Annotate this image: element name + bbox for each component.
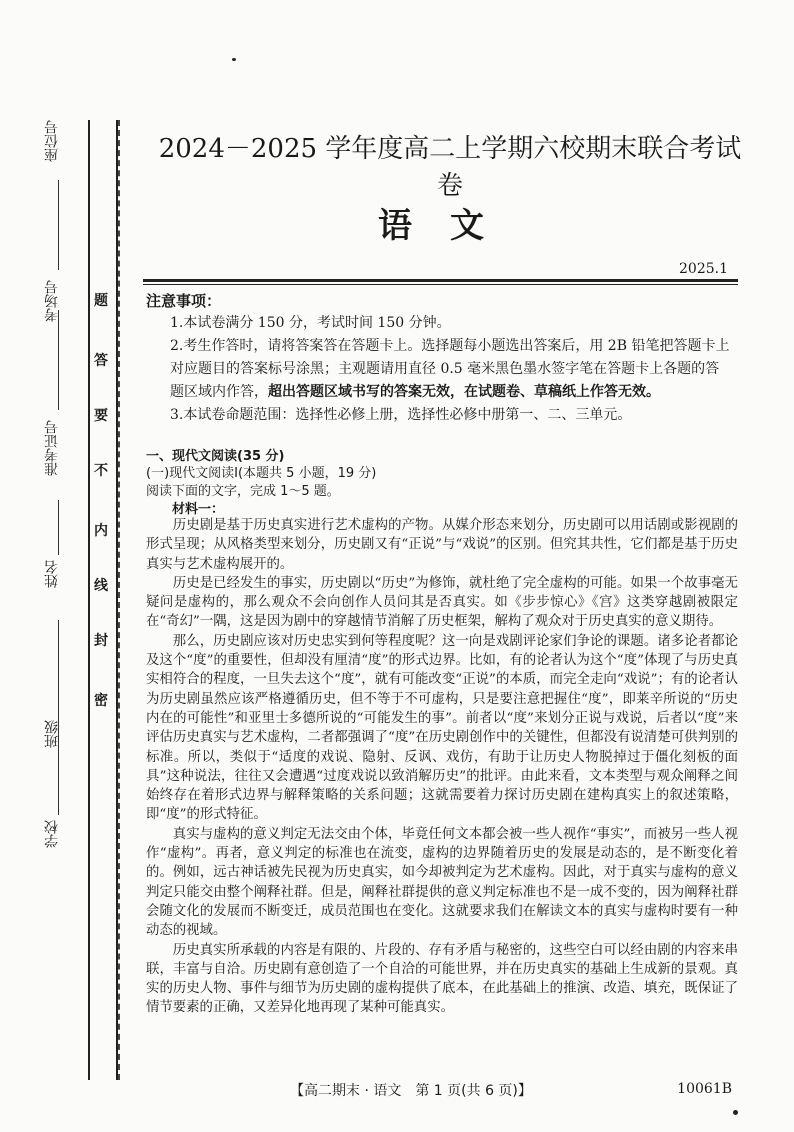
notice-item-2-bold: 超出答题区域书写的答案无效，在试题卷、草稿纸上作答无效。 [268, 384, 660, 400]
notice-item-3: 3.本试卷命题范围：选择性必修上册，选择性必修中册第一、二、三单元。 [170, 407, 632, 423]
notice-item-2-text: 2.考生作答时，请将答案答在答题卡上。选择题每小题选出答案后，用 2B 铅笔把答题卡上对应题目的答案标号涂黑；主观题请用直径 0.5 毫米黑色墨水签字笔在答题卡上各题的答题区域内作答， [170, 338, 730, 400]
paragraph: 历史剧是基于历史真实进行艺术虚构的产物。从媒介形态来划分，历史剧可以用话剧或影视剧的形式呈现；从风格类型来划分，历史剧又有“正说”与“戏说”的区别。但究其共性，它们都是基于历史真实与艺术虚构展开的。 [146, 518, 738, 572]
exam-date: 2025.1 [679, 261, 728, 277]
seal-char: 内 [94, 523, 108, 539]
header-rule-thin [143, 284, 738, 285]
paragraph: 真实与虚构的意义判定无法交由个体，毕竟任何文本都会被一些人视作“事实”，而被另一些人视作“虚构”。再者，意义判定的标准也在流变，虚构的边界随着历史的发展是动态的，是不断变化着的。例如，远古神话被先民视为历史真实，如今却被判定为艺术虚构。因此，对于真实与虚构的意义判定只能交由整个阐释社群。但是，阐释社群提供的意义判定标准也不是一成不变的，因为阐释社群会随文化的发展而不断变迁，成员范围也在变化。这就要求我们在解读文本的真实与虚构时要有一种动态的视域。 [146, 826, 738, 939]
seal-dashed-line [118, 120, 120, 1080]
page-footer: 【高二期末 · 语文 第 1 页(共 6 页)】 [290, 1083, 532, 1099]
class-blank-line [58, 620, 59, 710]
subject-title: 语文 [378, 206, 522, 246]
section-title: 一、现代文阅读(35 分) [146, 449, 285, 464]
sidebar-field-school: 学校 [44, 820, 60, 848]
section-subtitle: (一)现代文阅读Ⅰ(本题共 5 小题，19 分) [146, 466, 377, 481]
exam-title: 2024－2025 学年度高二上学期六校期末联合考试卷 [158, 134, 742, 201]
seal-char: 不 [94, 463, 108, 479]
notice-heading: 注意事项： [146, 292, 222, 310]
header-rule [143, 279, 738, 282]
paragraph: 历史是已经发生的事实，历史剧以“历史”为修饰，就杜绝了完全虚构的可能。如果一个故事毫无疑问是虚构的，那么观众不会向创作人员问其是否真实。如《步步惊心》《宫》这类穿越剧被限定在“奇幻”一隅，这是因为剧中的穿越情节消解了历史框架，解构了观众对于历史真实的意义期待。 [146, 575, 738, 630]
sidebar-field-seat: 座位号 [44, 120, 60, 162]
sidebar-field-room: 考场号 [44, 280, 60, 322]
seal-column [88, 120, 118, 1080]
paragraph: 历史真实所承载的内容是有限的、片段的、存有矛盾与秘密的，这些空白可以经由剧的内容来串联，丰富与自洽。历史剧有意创造了一个自洽的可能世界，并在历史真实的基础上生成新的景观。真实的历史人物、事件与细节为历史剧的虚构提供了底本，在此基础上的推演、改造、填充，既保证了情节要素的正确，又差异化地再现了某种可能真实。 [146, 942, 738, 1016]
scan-speck [232, 58, 236, 61]
notice-item-1: 1.本试卷满分 150 分，考试时间 150 分钟。 [170, 315, 451, 331]
binding-margin [0, 120, 130, 1080]
room-blank-line [58, 180, 59, 270]
seal-char: 线 [94, 578, 108, 594]
article-body [146, 516, 738, 1018]
paragraph: 那么，历史剧应该对历史忠实到何等程度呢？这一向是戏剧评论家们争论的课题。诸多论者都论及这个“度”的重要性，但却没有厘清“度”的形式边界。比如，有的论者认为这个“度”体现了与历史真实相符合的程度，一旦失去这个“度”，就有可能改变“正说”的本质，而完全走向“戏说”；有的论者认为历史剧虽然应该严格遵循历史，但不等于不可虚构，只是要注意把握住“度”，即莱辛所说的“历史内在的可能性”和亚里士多德所说的“可能发生的事”。前者以“度”来划分正说与戏说，后者以“度”来评估历史真实与艺术虚构，二者都强调了“度”在历史剧创作中的关键性，但都没有说清楚可供判别的标准。所以，类似于“适度的戏说、隐射、反讽、戏仿，有助于让历史人物脱掉过于僵化刻板的面具”这种说法，往往又会遭遇“过度戏说以致消解历史”的批评。由此来看，文本类型与观众阐释之间始终存在着形式边界与解释策略的关系问题；这就需要着力探讨历史剧在建构真实上的叙述策略，即“度”的形式特征。 [146, 633, 738, 823]
seal-char: 要 [94, 408, 108, 424]
seal-char: 题 [94, 293, 108, 309]
seal-char: 答 [94, 353, 108, 369]
material-label: 材料一： [172, 502, 225, 517]
school-blank-line [58, 695, 59, 815]
section-instruction: 阅读下面的文字，完成 1～5 题。 [146, 484, 340, 499]
paper-code: 10061B [677, 1081, 732, 1097]
seal-char: 封 [94, 633, 108, 649]
sidebar-field-exam-id: 准考证号 [44, 420, 60, 476]
name-blank-line [58, 500, 59, 555]
seal-char: 密 [94, 693, 108, 709]
notice-item-2 [170, 335, 730, 404]
scan-speck [733, 1110, 738, 1115]
exam-id-blank-line [58, 310, 59, 410]
sidebar-field-class: 班级 [44, 720, 60, 748]
sidebar-field-name: 姓名 [44, 560, 60, 588]
